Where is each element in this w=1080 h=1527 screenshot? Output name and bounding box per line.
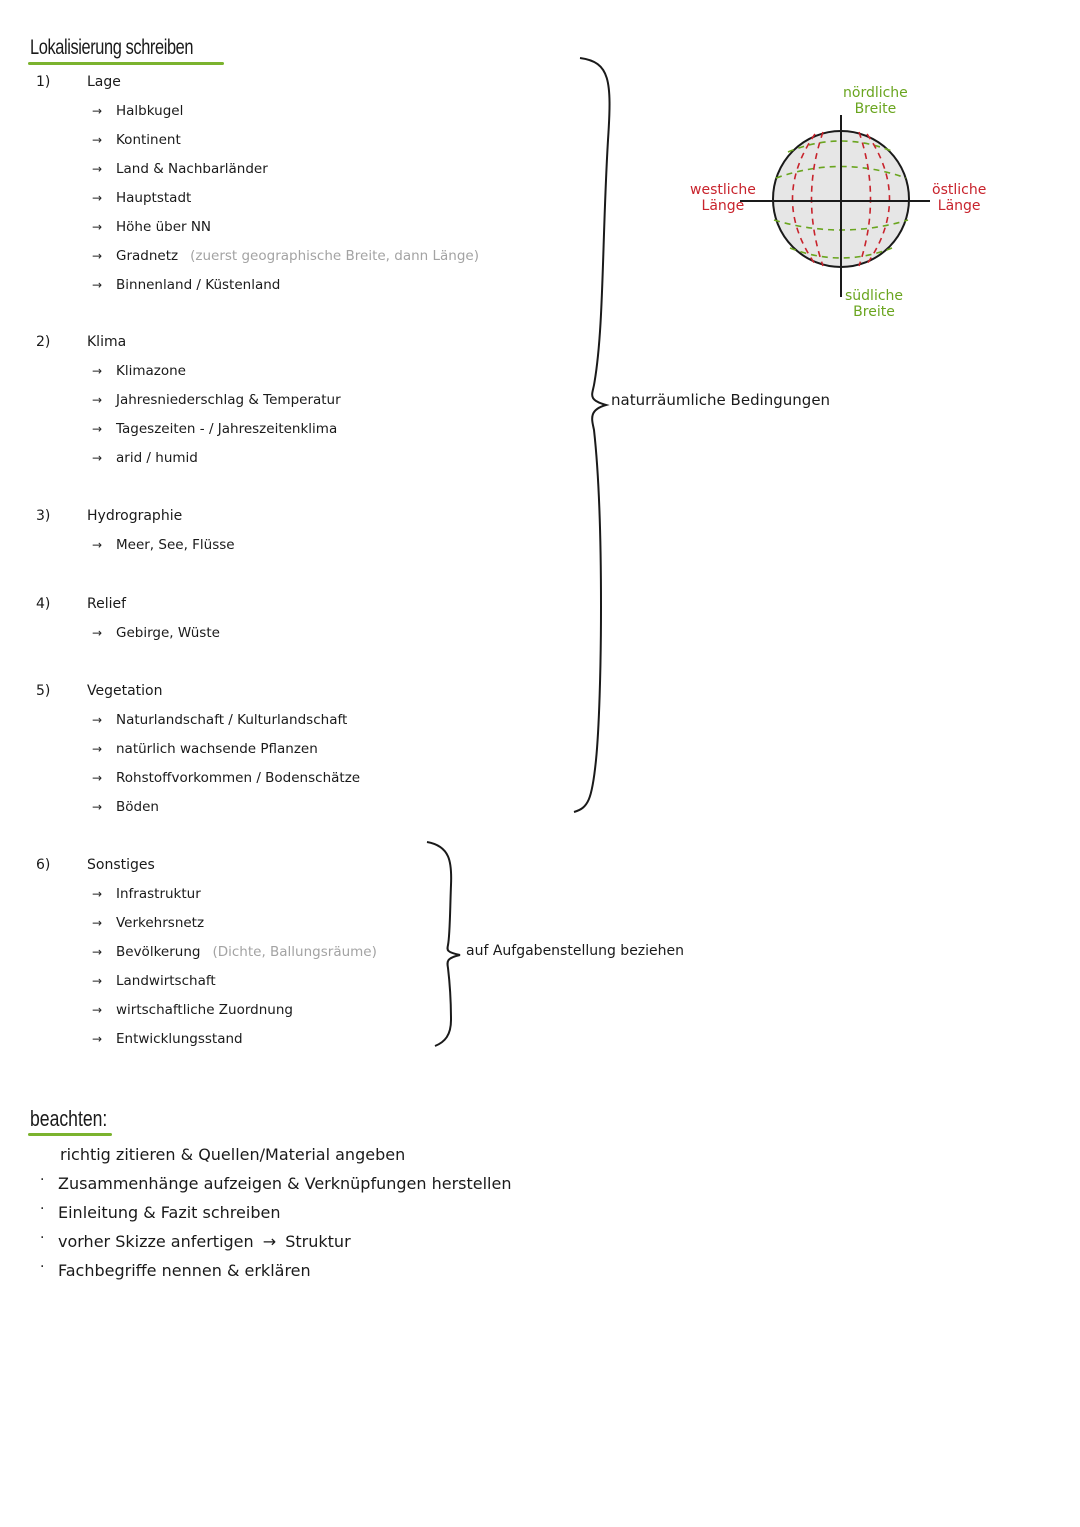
arrow-icon: → xyxy=(92,916,103,930)
arrow-icon: → xyxy=(92,364,103,378)
arrow-icon: → xyxy=(92,742,103,756)
natural-conditions-label: naturräumliche Bedingungen xyxy=(611,391,831,409)
section-number: 2) xyxy=(36,334,51,350)
list-item-text: Böden xyxy=(116,799,159,815)
arrow-icon: → xyxy=(92,249,103,263)
list-item-text: Gradnetz xyxy=(116,248,179,264)
bullet-icon: · xyxy=(40,1201,45,1217)
list-item-text: Rohstoffvorkommen / Bodenschätze xyxy=(116,770,361,786)
arrow-icon: → xyxy=(92,393,103,407)
globe-south-label: südliche Breite xyxy=(845,288,904,320)
section-number: 4) xyxy=(36,596,51,612)
list-item-text: Binnenland / Küstenland xyxy=(116,277,281,293)
list-item-note: (Dichte, Ballungsräume) xyxy=(212,944,377,960)
globe-north-label: nördliche Breite xyxy=(843,85,908,117)
arrow-icon: → xyxy=(92,626,103,640)
beachten-underline xyxy=(28,1133,112,1136)
section-heading: Vegetation xyxy=(87,683,163,699)
brace-task xyxy=(427,842,460,1046)
list-item-text: natürlich wachsende Pflanzen xyxy=(116,741,318,757)
arrow-icon: → xyxy=(92,451,103,465)
list-item-text: Meer, See, Flüsse xyxy=(116,537,235,553)
list-item-text: arid / humid xyxy=(116,450,198,466)
bullet-icon: · xyxy=(40,1172,45,1188)
beachten-point: vorher Skizze anfertigen → Struktur xyxy=(58,1232,351,1251)
globe-west-label: westliche Länge xyxy=(690,182,756,214)
list-item-text: Land & Nachbarländer xyxy=(116,161,268,177)
arrow-icon: → xyxy=(92,162,103,176)
arrow-icon: → xyxy=(92,278,103,292)
list-item-text: Hauptstadt xyxy=(116,190,192,206)
list-item-note: (zuerst geographische Breite, dann Länge) xyxy=(190,248,479,264)
arrow-icon: → xyxy=(92,945,103,959)
list-item-text: Tageszeiten - / Jahreszeitenklima xyxy=(116,421,338,437)
list-item-text: Landwirtschaft xyxy=(116,973,216,989)
section-heading: Klima xyxy=(87,334,127,350)
arrow-icon: → xyxy=(92,422,103,436)
list-item-text: Naturlandschaft / Kulturlandschaft xyxy=(116,712,348,728)
beachten-heading: beachten: xyxy=(30,1106,108,1131)
list-item-text: Bevölkerung xyxy=(116,944,201,960)
list-item-text: Klimazone xyxy=(116,363,186,379)
list-item-text: Höhe über NN xyxy=(116,219,212,235)
task-reference-label: auf Aufgabenstellung beziehen xyxy=(466,943,685,959)
arrow-icon: → xyxy=(92,191,103,205)
arrow-icon: → xyxy=(92,887,103,901)
list-item-text: Kontinent xyxy=(116,132,181,148)
bullet-icon: · xyxy=(40,1230,45,1246)
section-number: 1) xyxy=(36,74,51,90)
beachten-point: Einleitung & Fazit schreiben xyxy=(58,1203,281,1222)
section-heading: Relief xyxy=(87,596,127,612)
section-heading: Lage xyxy=(87,74,121,90)
list-item-text: Entwicklungsstand xyxy=(116,1031,243,1047)
section-number: 5) xyxy=(36,683,51,699)
arrow-icon: → xyxy=(257,1232,282,1251)
list-item-text: Infrastruktur xyxy=(116,886,201,902)
beachten-point: Fachbegriffe nennen & erklären xyxy=(58,1261,311,1280)
bullet-icon: · xyxy=(40,1259,45,1275)
page-title: Lokalisierung schreiben xyxy=(30,36,194,59)
list-item-text: Gebirge, Wüste xyxy=(116,625,220,641)
list-item-text: Jahresniederschlag & Temperatur xyxy=(116,392,341,408)
globe-east-label: östliche Länge xyxy=(932,182,987,214)
arrow-icon: → xyxy=(92,133,103,147)
arrow-icon: → xyxy=(92,104,103,118)
arrow-icon: → xyxy=(92,800,103,814)
list-item-text: wirtschaftliche Zuordnung xyxy=(116,1002,293,1018)
list-item-text: Verkehrsnetz xyxy=(116,915,205,931)
arrow-icon: → xyxy=(92,538,103,552)
section-heading: Sonstiges xyxy=(87,857,155,873)
arrow-icon: → xyxy=(92,974,103,988)
section-number: 6) xyxy=(36,857,51,873)
list-item-text: Halbkugel xyxy=(116,103,184,119)
arrow-icon: → xyxy=(92,1003,103,1017)
beachten-point: richtig zitieren & Quellen/Material angeben xyxy=(60,1145,406,1164)
beachten-arrow-suffix: Struktur xyxy=(285,1232,351,1251)
section-number: 3) xyxy=(36,508,51,524)
beachten-point: Zusammenhänge aufzeigen & Verknüpfungen herstellen xyxy=(58,1174,512,1193)
arrow-icon: → xyxy=(92,771,103,785)
arrow-icon: → xyxy=(92,220,103,234)
arrow-icon: → xyxy=(92,713,103,727)
globe-diagram xyxy=(740,115,930,297)
section-heading: Hydrographie xyxy=(87,508,183,524)
brace-natural xyxy=(574,58,610,812)
arrow-icon: → xyxy=(92,1032,103,1046)
